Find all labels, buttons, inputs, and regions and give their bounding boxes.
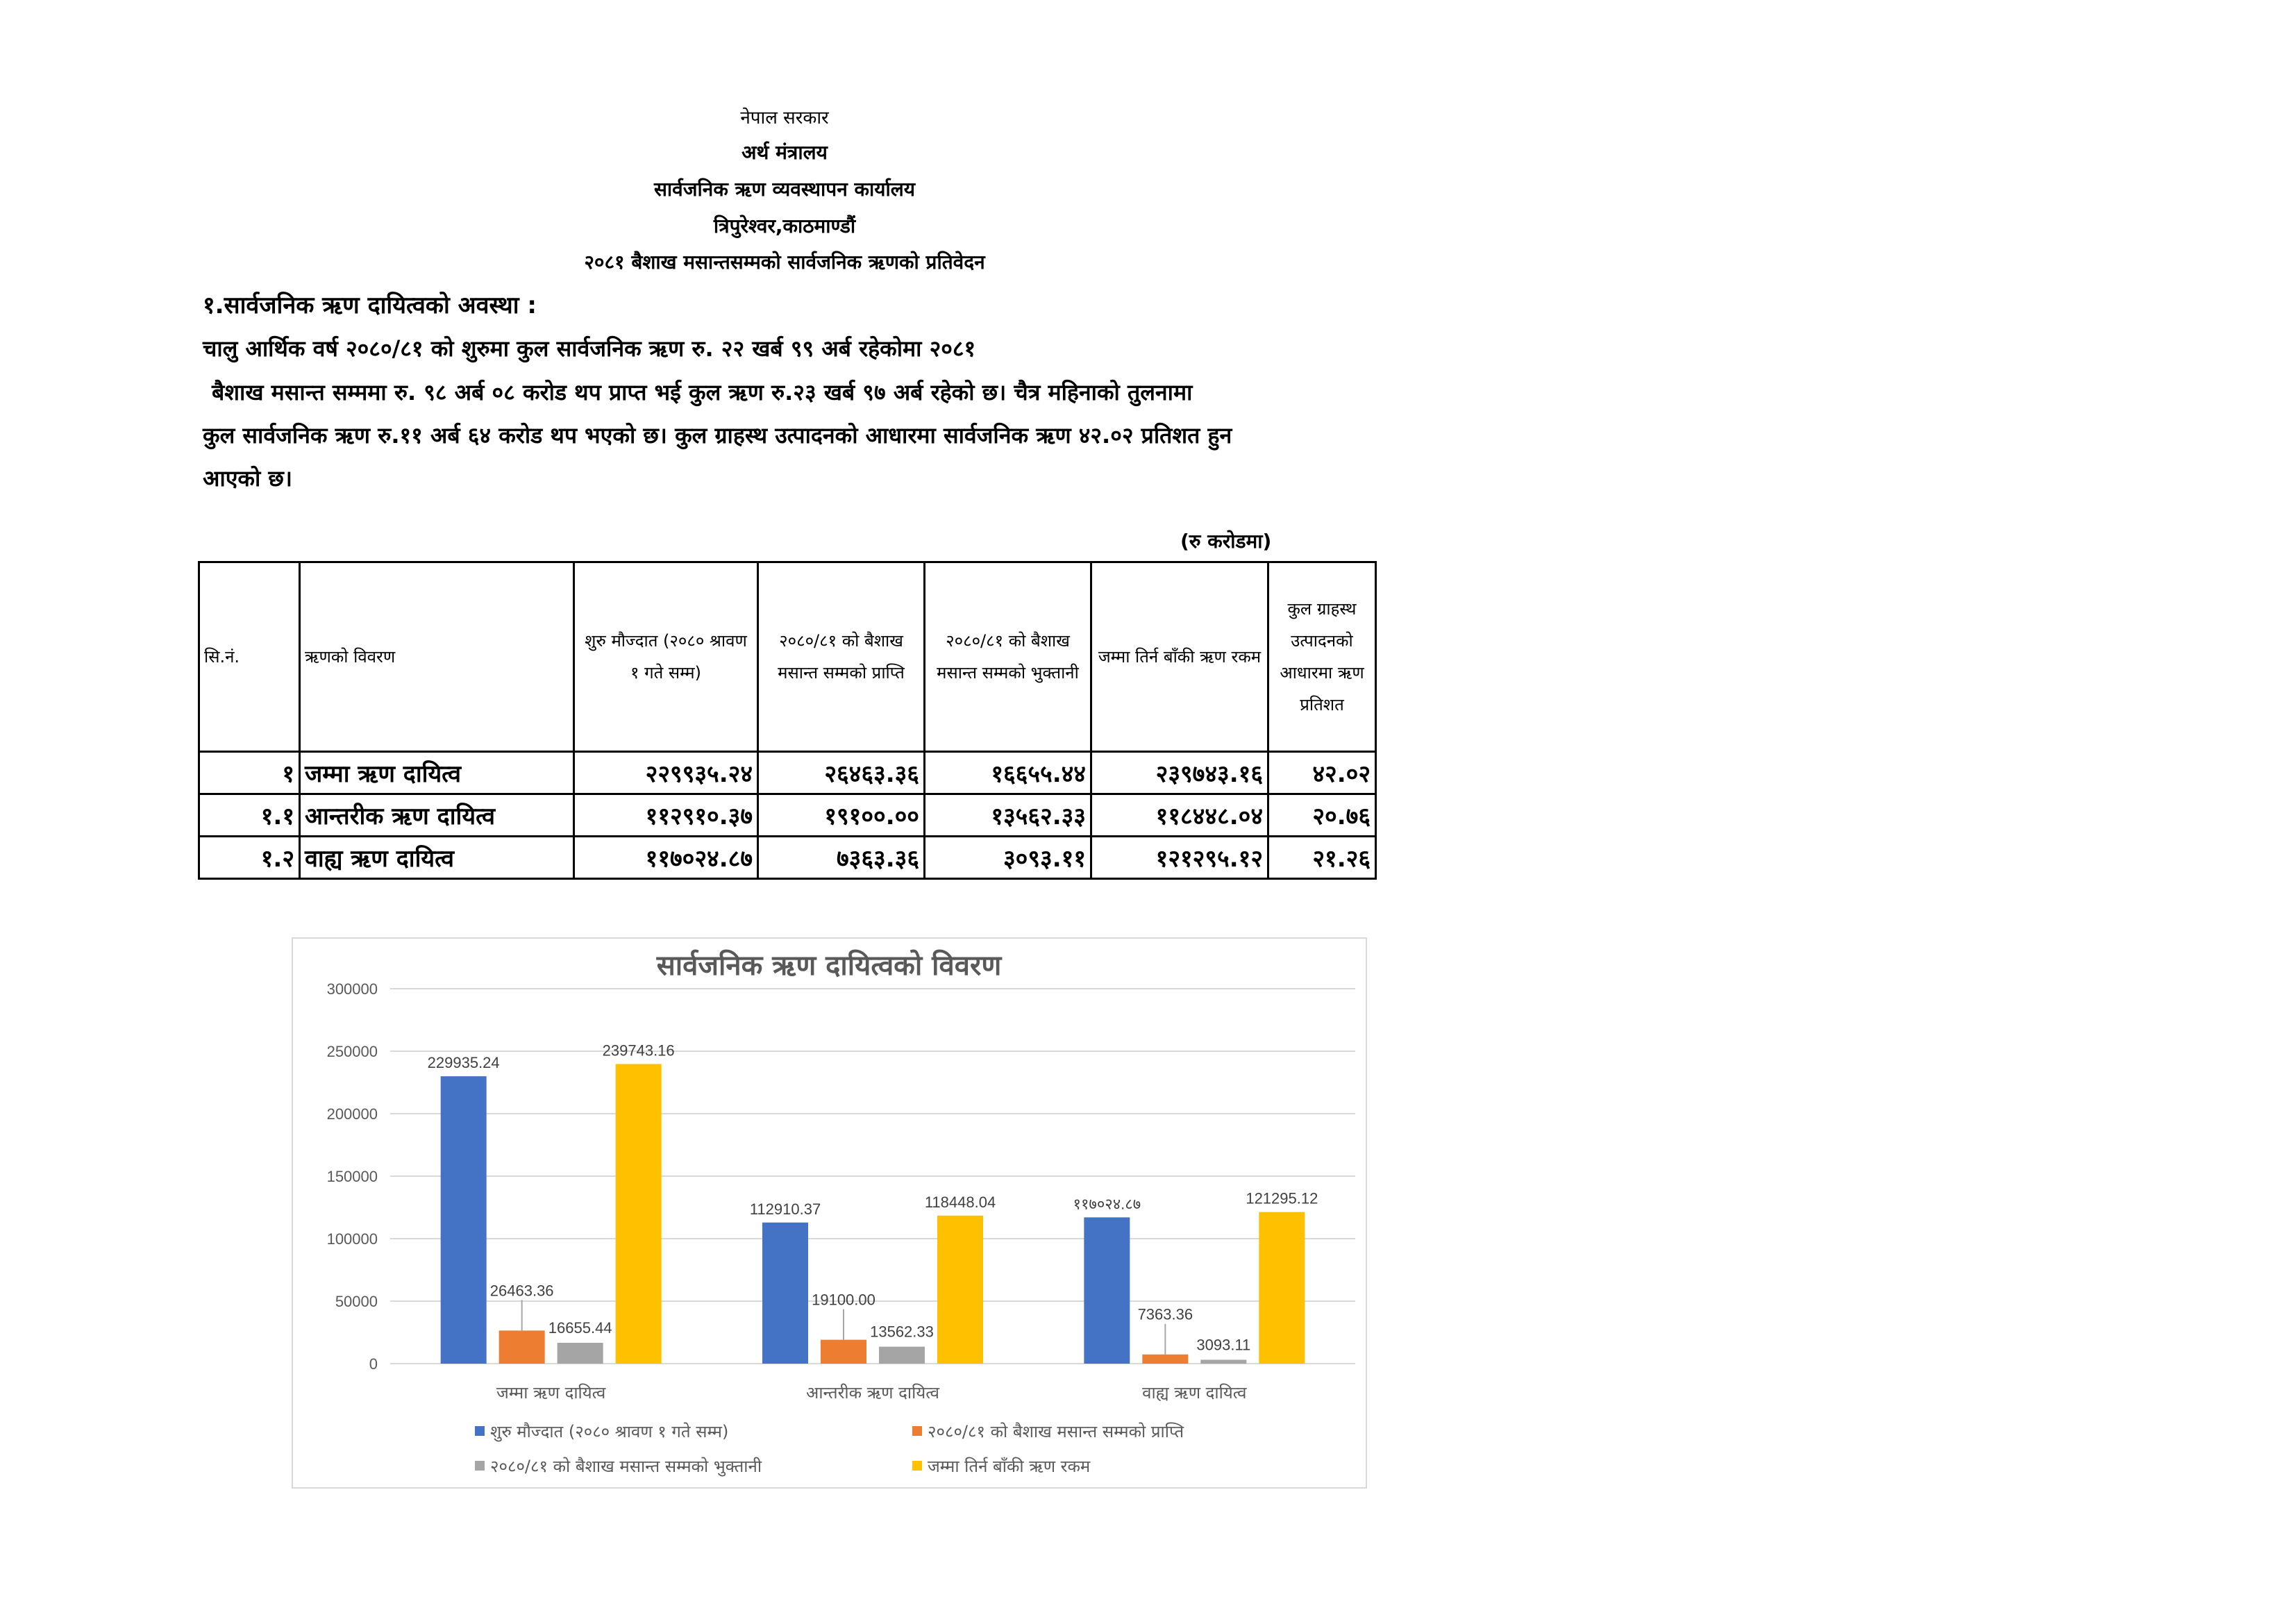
cell-outstanding: ११८४४८.०४ xyxy=(1091,794,1268,837)
bar xyxy=(879,1347,925,1364)
table-row xyxy=(199,752,1376,794)
bar xyxy=(441,1076,487,1364)
office-name: सार्वजनिक ऋण व्यवस्थापन कार्यालय xyxy=(654,178,915,201)
legend-label: शुरु मौज्दात (२०८० श्रावण १ गते सम्म) xyxy=(490,1422,729,1441)
cell-opening: ११२९१०.३७ xyxy=(574,794,758,837)
office-location: त्रिपुरेश्वर,काठमाण्डौं xyxy=(713,215,856,237)
paragraph-line: चालु आर्थिक वर्ष २०८०/८१ को शुरुमा कुल सार्वजनिक ऋण रु. २२ खर्ब ९९ अर्ब रहेकोमा २०८१ xyxy=(203,335,976,362)
paragraph-line: बैशाख मसान्त सम्ममा रु. ९८ अर्ब ०८ करोड थप प्राप्त भई कुल ऋण रु.२३ खर्ब ९७ अर्ब रहेको छ। चैत्र महिनाको तुलनामा xyxy=(212,379,1193,405)
data-label: 121295.12 xyxy=(1246,1189,1318,1207)
bar xyxy=(821,1340,866,1364)
cell-opening: २२९९३५.२४ xyxy=(574,752,758,794)
legend-swatch xyxy=(475,1426,485,1436)
bar xyxy=(558,1343,603,1364)
data-label: 229935.24 xyxy=(427,1054,500,1072)
ministry-name: अर्थ मंत्रालय xyxy=(741,141,828,164)
debt-bar-chart xyxy=(292,937,1367,1489)
bar xyxy=(762,1223,808,1364)
data-label: 19100.00 xyxy=(812,1291,875,1309)
legend-label: जम्मा तिर्न बाँकी ऋण रकम xyxy=(928,1457,1091,1476)
data-label: ११७०२४.८७ xyxy=(1073,1195,1141,1213)
cell-description: वाह्य ऋण दायित्व xyxy=(300,837,574,879)
unit-note: (रु करोडमा) xyxy=(1180,530,1272,553)
header-description: ऋणको विवरण xyxy=(300,562,574,752)
cell-opening: ११७०२४.८७ xyxy=(574,837,758,879)
header-opening-balance: शुरु मौज्दात (२०८० श्रावण १ गते सम्म) xyxy=(574,562,758,752)
data-label: 118448.04 xyxy=(924,1193,996,1211)
bar xyxy=(1084,1217,1130,1364)
data-label: 112910.37 xyxy=(749,1200,821,1218)
table-row xyxy=(199,794,1376,837)
section-title: १.सार्वजनिक ऋण दायित्वको अवस्था : xyxy=(203,292,537,319)
bar xyxy=(1142,1355,1188,1364)
cell-description: जम्मा ऋण दायित्व xyxy=(300,752,574,794)
cell-description: आन्तरीक ऋण दायित्व xyxy=(300,794,574,837)
cell-gdp-percent: २०.७६ xyxy=(1268,794,1376,837)
legend-label: २०८०/८१ को बैशाख मसान्त सम्मको प्राप्ति xyxy=(928,1422,1184,1441)
data-label: 16655.44 xyxy=(548,1319,612,1337)
y-tick-label: 300000 xyxy=(326,980,378,998)
bar xyxy=(1200,1359,1246,1364)
report-title: २०८१ बैशाख मसान्तसम्मको सार्वजनिक ऋणको प्रतिवेदन xyxy=(584,251,985,274)
table-header-row xyxy=(199,562,1376,752)
cell-gdp-percent: २१.२६ xyxy=(1268,837,1376,879)
header-payments: २०८०/८१ को बैशाख मसान्त सम्मको भुक्तानी xyxy=(925,562,1091,752)
cell-payments: १३५६२.३३ xyxy=(925,794,1091,837)
header-outstanding: जम्मा तिर्न बाँकी ऋण रकम xyxy=(1091,562,1268,752)
header-gdp-percent: कुल ग्राहस्थ उत्पादनको आधारमा ऋण प्रतिशत xyxy=(1268,562,1376,752)
cell-payments: १६६५५.४४ xyxy=(925,752,1091,794)
cell-outstanding: १२१२९५.१२ xyxy=(1091,837,1268,879)
data-label: 3093.11 xyxy=(1196,1336,1251,1354)
y-tick-label: 0 xyxy=(369,1355,378,1373)
legend-label: २०८०/८१ को बैशाख मसान्त सम्मको भुक्तानी xyxy=(490,1457,762,1476)
table-row xyxy=(199,837,1376,879)
header-receipts: २०८०/८१ को बैशाख मसान्त सम्मको प्राप्ति xyxy=(758,562,925,752)
cell-sn: १.२ xyxy=(199,837,300,879)
legend-swatch xyxy=(912,1461,922,1471)
data-label: 239743.16 xyxy=(602,1041,675,1060)
data-label: 7363.36 xyxy=(1137,1305,1193,1323)
chart-title: सार्वजनिक ऋण दायित्वको विवरण xyxy=(656,950,1002,982)
paragraph-line: कुल सार्वजनिक ऋण रु.११ अर्ब ६४ करोड थप भएको छ। कुल ग्राहस्थ उत्पादनको आधारमा सार्वजनिक ऋण ४२.०२ प्रतिशत हुन xyxy=(203,422,1232,449)
cell-receipts: १९१००.०० xyxy=(758,794,925,837)
x-category-label: आन्तरीक ऋण दायित्व xyxy=(806,1383,939,1403)
cell-sn: १.१ xyxy=(199,794,300,837)
bar xyxy=(499,1330,545,1364)
bar xyxy=(937,1216,983,1364)
cell-receipts: २६४६३.३६ xyxy=(758,752,925,794)
x-category-label: वाह्य ऋण दायित्व xyxy=(1142,1383,1247,1403)
paragraph-line: आएको छ। xyxy=(203,465,292,492)
cell-outstanding: २३९७४३.१६ xyxy=(1091,752,1268,794)
bar xyxy=(1259,1212,1305,1364)
bar xyxy=(616,1064,662,1364)
cell-payments: ३०९३.११ xyxy=(925,837,1091,879)
y-tick-label: 50000 xyxy=(335,1293,378,1310)
cell-gdp-percent: ४२.०२ xyxy=(1268,752,1376,794)
header-sn: सि.नं. xyxy=(199,562,300,752)
y-tick-label: 150000 xyxy=(326,1168,378,1185)
data-label: 26463.36 xyxy=(489,1282,554,1300)
legend-swatch xyxy=(912,1426,922,1436)
legend-swatch xyxy=(475,1461,485,1471)
debt-table xyxy=(198,561,1377,880)
x-category-label: जम्मा ऋण दायित्व xyxy=(496,1383,606,1403)
chart-canvas xyxy=(293,939,1366,1487)
cell-sn: १ xyxy=(199,752,300,794)
y-tick-label: 200000 xyxy=(326,1105,378,1123)
data-label: 13562.33 xyxy=(870,1323,934,1341)
cell-receipts: ७३६३.३६ xyxy=(758,837,925,879)
y-tick-label: 250000 xyxy=(326,1043,378,1060)
y-tick-label: 100000 xyxy=(326,1230,378,1248)
gov-name: नेपाल सरकार xyxy=(740,108,829,128)
